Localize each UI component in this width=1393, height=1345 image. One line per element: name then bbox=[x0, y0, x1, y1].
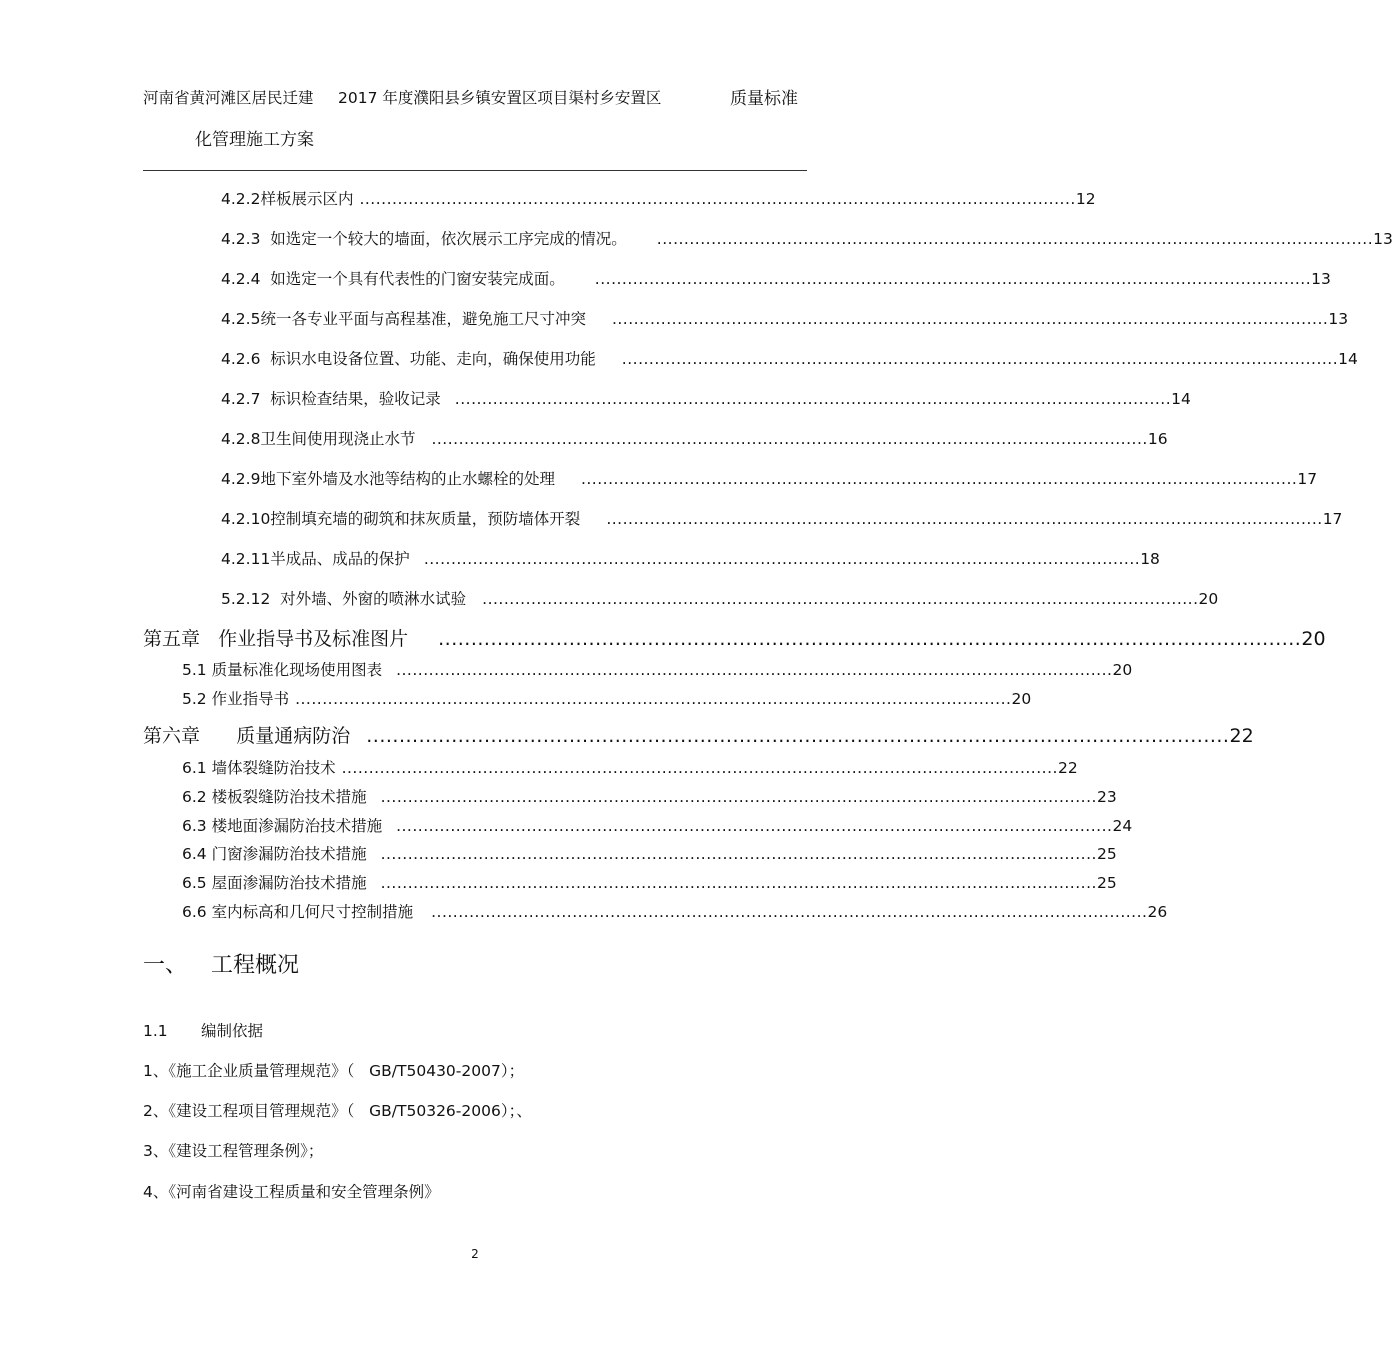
chapter-heading bbox=[143, 948, 299, 979]
toc-leader: .................................................................................................................................... bbox=[594, 270, 1312, 288]
toc-item-text: 5.2.12 对外墙、外窗的喷淋水试验 bbox=[221, 590, 467, 608]
toc-item[interactable] bbox=[182, 687, 1032, 709]
chapter-title: 工程概况 bbox=[211, 953, 300, 978]
toc-leader: .................................................................................................................................... bbox=[482, 590, 1199, 608]
section-number: 1.1 bbox=[143, 1022, 168, 1040]
toc-item-page: 14 bbox=[1338, 350, 1358, 368]
toc-leader: .................................................................................................................................... bbox=[431, 903, 1148, 921]
toc-item-page: 12 bbox=[1075, 190, 1096, 208]
section-title: 编制依据 bbox=[201, 1022, 264, 1040]
toc-item-page: 13 bbox=[1311, 270, 1331, 288]
toc-item[interactable] bbox=[221, 227, 1393, 249]
header-line2: 化管理施工方案 bbox=[195, 130, 314, 150]
toc-item[interactable] bbox=[182, 756, 1078, 778]
toc-leader: .................................................................................................................................... bbox=[380, 845, 1097, 863]
toc-item[interactable] bbox=[221, 387, 1191, 409]
reference-item: 4、《河南省建设工程质量和安全管理条例》 bbox=[143, 1183, 440, 1201]
header-right: 质量标准 bbox=[730, 89, 798, 109]
toc-item-page: 20 bbox=[1198, 590, 1219, 608]
toc-item-text: 4.2.4 如选定一个具有代表性的门窗安装完成面。 bbox=[221, 270, 565, 288]
toc-leader: .................................................................................................................................... bbox=[396, 661, 1113, 679]
toc-item[interactable] bbox=[221, 307, 1349, 329]
toc-leader: .................................................................................................................................... bbox=[611, 310, 1329, 328]
reference-item: 2、《建设工程项目管理规范》（ GB/T50326-2006）；、 bbox=[143, 1102, 532, 1120]
toc-item[interactable] bbox=[221, 187, 1096, 209]
toc-item[interactable] bbox=[221, 267, 1331, 289]
toc-item-page: 16 bbox=[1147, 430, 1168, 448]
toc-leader: .................................................................................................................................... bbox=[359, 190, 1076, 208]
toc-item-page: 13 bbox=[1373, 230, 1393, 248]
toc-item-page: 20 bbox=[1301, 628, 1326, 650]
toc-item[interactable] bbox=[221, 547, 1160, 569]
toc-item-page: 22 bbox=[1229, 725, 1254, 747]
toc-item-page: 23 bbox=[1096, 788, 1117, 806]
toc-item-page: 14 bbox=[1171, 390, 1191, 408]
toc-leader: .................................................................................................................................... bbox=[656, 230, 1374, 248]
chapter-number: 一、 bbox=[143, 953, 188, 978]
toc-item-text: 6.3 楼地面渗漏防治技术措施 bbox=[182, 817, 383, 835]
toc-leader: .................................................................................................................................... bbox=[621, 350, 1339, 368]
toc-item-text: 4.2.6 标识水电设备位置、功能、走向，确保使用功能 bbox=[221, 350, 596, 368]
toc-leader: .................................................................................................................................... bbox=[396, 817, 1113, 835]
toc-chapter[interactable] bbox=[143, 721, 1254, 748]
toc-item-text: 第五章 作业指导书及标准图片 bbox=[143, 628, 409, 650]
toc-item-text: 4.2.3 如选定一个较大的墙面，依次展示工序完成的情况。 bbox=[221, 230, 627, 248]
toc-leader: .................................................................................................................................... bbox=[454, 390, 1172, 408]
toc-item-text: 6.1 墙体裂缝防治技术 bbox=[182, 759, 336, 777]
toc-item-text: 4.2.7 标识检查结果，验收记录 bbox=[221, 390, 441, 408]
header-divider bbox=[143, 170, 807, 171]
toc-item-text: 6.5 屋面渗漏防治技术措施 bbox=[182, 874, 367, 892]
toc-leader: .................................................................................................................................... bbox=[580, 470, 1298, 488]
toc-item[interactable] bbox=[221, 507, 1343, 529]
toc-leader: .................................................................................................................................... bbox=[380, 788, 1097, 806]
toc-item-page: 25 bbox=[1096, 845, 1117, 863]
toc-leader: .................................................................................................................................... bbox=[380, 874, 1097, 892]
toc-item[interactable] bbox=[221, 427, 1168, 449]
toc-leader: .................................................................................................................................... bbox=[423, 550, 1141, 568]
toc-leader: .................................................................................................................................... bbox=[431, 430, 1148, 448]
toc-leader: .................................................................................................................................... bbox=[606, 510, 1323, 528]
toc-item-page: 13 bbox=[1328, 310, 1349, 328]
toc-item[interactable] bbox=[182, 658, 1133, 680]
toc-item-page: 25 bbox=[1096, 874, 1117, 892]
header-middle: 2017 年度濮阳县乡镇安置区项目渠村乡安置区 bbox=[338, 89, 662, 107]
toc-item-page: 17 bbox=[1322, 510, 1343, 528]
reference-item: 3、《建设工程管理条例》； bbox=[143, 1142, 324, 1160]
toc-item-text: 5.2 作业指导书 bbox=[182, 690, 290, 708]
toc-item-text: 4.2.10控制填充墙的砌筑和抹灰质量，预防墙体开裂 bbox=[221, 510, 581, 528]
toc-item[interactable] bbox=[182, 785, 1117, 807]
toc-item-page: 22 bbox=[1057, 759, 1078, 777]
toc-item-text: 4.2.11半成品、成品的保护 bbox=[221, 550, 410, 568]
toc-item-text: 第六章 质量通病防治 bbox=[143, 725, 351, 747]
toc-leader: .................................................................................................................................... bbox=[295, 690, 1012, 708]
toc-leader: .................................................................................................................................... bbox=[341, 759, 1058, 777]
toc-item-text: 6.2 楼板裂缝防治技术措施 bbox=[182, 788, 367, 806]
toc-item-text: 5.1 质量标准化现场使用图表 bbox=[182, 661, 383, 679]
toc-item-text: 6.4 门窗渗漏防治技术措施 bbox=[182, 845, 367, 863]
toc-item[interactable] bbox=[221, 467, 1318, 489]
toc-leader: .................................................................................................................................... bbox=[366, 725, 1230, 747]
toc-item[interactable] bbox=[182, 842, 1117, 864]
toc-item-text: 4.2.8卫生间使用现浇止水节 bbox=[221, 430, 416, 448]
toc-item-page: 20 bbox=[1011, 690, 1032, 708]
toc-item-page: 20 bbox=[1112, 661, 1133, 679]
toc-item[interactable] bbox=[221, 347, 1358, 369]
toc-leader: .................................................................................................................................... bbox=[438, 628, 1302, 650]
toc-item-text: 6.6 室内标高和几何尺寸控制措施 bbox=[182, 903, 414, 921]
toc-item[interactable] bbox=[182, 814, 1133, 836]
toc-item[interactable] bbox=[182, 900, 1168, 922]
reference-item: 1、《施工企业质量管理规范》（ GB/T50430-2007）； bbox=[143, 1062, 525, 1080]
toc-chapter[interactable] bbox=[143, 624, 1326, 651]
toc-item-page: 17 bbox=[1297, 470, 1318, 488]
toc-item-text: 4.2.9地下室外墙及水池等结构的止水螺栓的处理 bbox=[221, 470, 555, 488]
toc-item-text: 4.2.5统一各专业平面与高程基准，避免施工尺寸冲突 bbox=[221, 310, 586, 328]
toc-item[interactable] bbox=[221, 587, 1219, 609]
header-left: 河南省黄河滩区居民迁建 bbox=[143, 89, 314, 107]
toc-item-page: 24 bbox=[1112, 817, 1133, 835]
toc-item-page: 26 bbox=[1147, 903, 1168, 921]
toc-item-page: 18 bbox=[1140, 550, 1160, 568]
toc-item[interactable] bbox=[182, 871, 1117, 893]
page-number: 2 bbox=[471, 1247, 479, 1261]
section-heading bbox=[143, 1019, 263, 1041]
toc-item-text: 4.2.2样板展示区内 bbox=[221, 190, 354, 208]
